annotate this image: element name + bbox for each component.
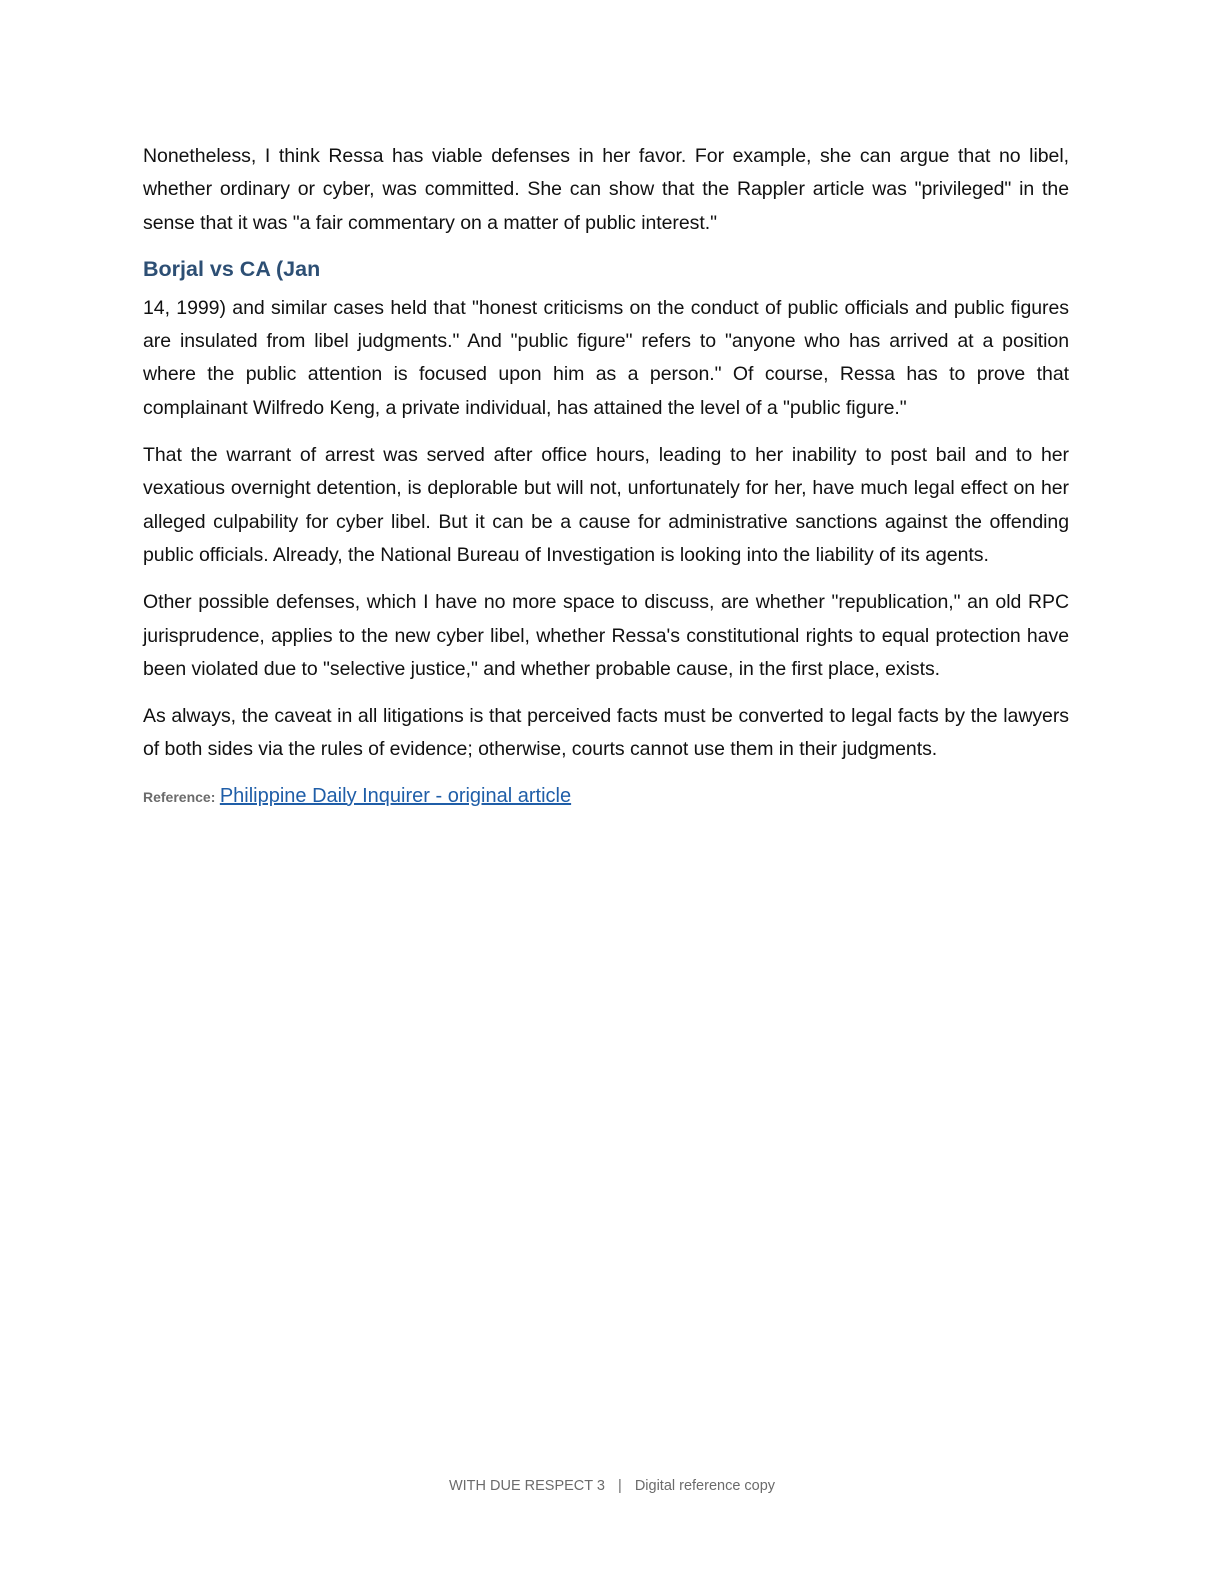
reference-link[interactable]: Philippine Daily Inquirer - original article [219,784,572,807]
paragraph-defenses: Nonetheless, I think Ressa has viable defenses in her favor. For example, she can argue that no libel, whether ordinary or cyber, was committed. She can show that the Rappler article was "privileged" in the sense that it was "a fair commentary on a matter of public interest." [143,145,1069,234]
footer-title: WITH DUE RESPECT 3 [448,1478,605,1494]
paragraph-caveat: As always, the caveat in all litigations is that perceived facts must be converted to legal facts by the lawyers of both sides via the rules of evidence; otherwise, courts cannot use them in their judgments. [143,705,1069,761]
footer-separator: | [618,1478,622,1494]
paragraph-other-defenses: Other possible defenses, which I have no more space to discuss, are whether "republication," an old RPC jurisprudence, applies to the new cyber libel, whether Ressa's constitutional rights to equal protection have been violated due to "selective justice," and whether probable cause, in the first place, exists. [143,591,1069,680]
reference-line [143,781,1069,813]
paragraph-warrant: That the warrant of arrest was served after office hours, leading to her inability to post bail and to her vexatious overnight detention, is deplorable but will not, unfortunately for her, have much legal effect on her alleged culpability for cyber libel. But it can be a cause for administrative sanctions against the offending public officials. Already, the National Bureau of Investigation is looking into the liability of its agents. [143,444,1069,566]
footer-subtitle: Digital reference copy [634,1478,776,1494]
document-body [143,140,1069,813]
page-footer [0,1478,1224,1494]
paragraph-borjal: 14, 1999) and similar cases held that "honest criticisms on the conduct of public officials and public figures are insulated from libel judgments." And "public figure" refers to "anyone who has arrived at a position where the public attention is focused upon him as a person." Of course, Ressa has to prove that complainant Wilfredo Keng, a private individual, has attained the level of a "public figure." [143,296,1069,419]
section-heading: Borjal vs CA (Jan [143,256,321,281]
reference-label: Reference: [143,788,216,805]
